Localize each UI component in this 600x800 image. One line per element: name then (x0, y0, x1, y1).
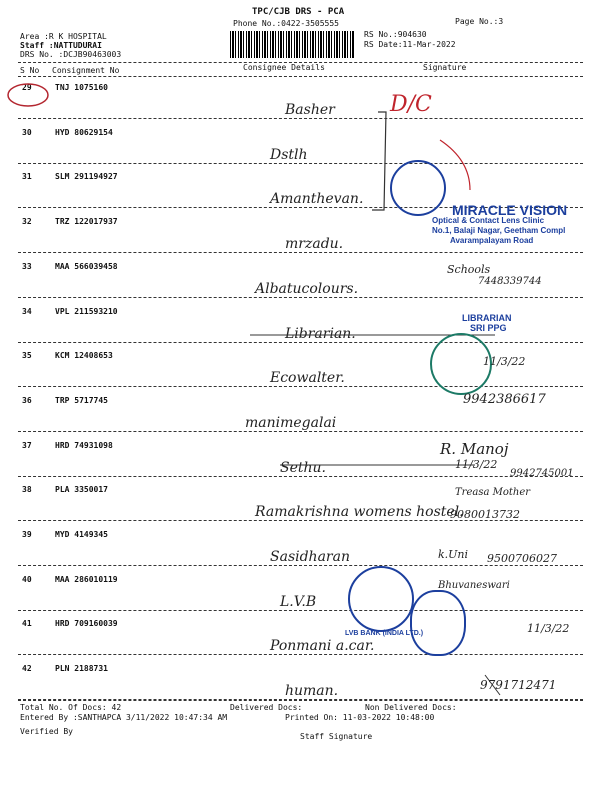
sri-ppg-stamp: SRI PPG (470, 323, 507, 333)
col-consignee: Consignee Details (243, 63, 325, 72)
row-sno: 34 (22, 306, 32, 316)
miracle-line2: No.1, Balaji Nagar, Geetham Compl (432, 226, 566, 235)
name-note-2: Treasa Mother (455, 487, 531, 498)
name-note-3: Bhuvaneswari (438, 580, 510, 591)
staff-label: Staff :NATTUDURAI (20, 41, 102, 50)
bracket-mark (372, 112, 386, 210)
row-sno: 37 (22, 440, 32, 450)
row-sno: 39 (22, 530, 32, 539)
row-consignment: MAA 286010119 (55, 574, 118, 584)
row-consignee-handwriting: Sethu. (280, 459, 326, 476)
row-consignee-handwriting: Albatucolours. (255, 280, 359, 297)
row-consignee-handwriting: Amanthevan. (270, 191, 364, 208)
phone-note-6: 9791712471 (480, 678, 557, 692)
row-consignee-handwriting: manimegalai (245, 414, 337, 431)
row-consignee-handwriting: Dstlh (270, 146, 308, 163)
col-signature: Signature (423, 63, 467, 72)
row-consignee-handwriting: Ponmani a.car. (270, 638, 375, 655)
rs-date: RS Date:11-Mar-2022 (364, 40, 456, 49)
col-sno: S No (20, 66, 40, 75)
staff-signature: Staff Signature (300, 732, 373, 741)
row-sno: 32 (22, 217, 32, 227)
non-delivered-docs: Non Delivered Docs: (365, 703, 457, 712)
row-consignee-handwriting: Sasidharan (270, 549, 350, 565)
printed-on: Printed On: 11-03-2022 10:48:00 (285, 713, 435, 722)
row-consignment: HRD 709160039 (55, 619, 118, 629)
row-consignment: KCM 12408653 (55, 351, 113, 361)
miracle-title: MIRACLE VISION (452, 202, 568, 218)
row-consignment: PLN 2188731 (55, 664, 108, 674)
row-consignment: TNJ 1075160 (55, 83, 108, 92)
row-sno: 38 (22, 485, 32, 495)
row-consignee-handwriting: Ramakrishna womens hostel. (255, 504, 464, 521)
phone-note-2: 9942386617 (463, 392, 546, 407)
miracle-line1: Optical & Contact Lens Clinic (432, 216, 545, 225)
name-note-1: R. Manoj (440, 440, 509, 458)
circle-mark (8, 84, 48, 106)
row-consignee-handwriting: Librarian. (285, 325, 356, 342)
phone-number: Phone No.:0422-3505555 (233, 19, 339, 28)
row-sno: 36 (22, 395, 32, 405)
page-number: Page No.:3 (455, 17, 504, 26)
row-consignee-handwriting: L.V.B (280, 593, 317, 610)
row-consignment: TRZ 122017937 (55, 217, 118, 227)
row-consignment: HYD 80629154 (55, 127, 113, 137)
date-note-3: 11/3/22 (527, 622, 570, 635)
row-consignment: SLM 291194927 (55, 172, 118, 182)
document-title: TPC/CJB DRS - PCA (252, 7, 345, 17)
librarian-stamp: LIBRARIAN (462, 313, 512, 323)
date-note-2: 11/3/22 (455, 458, 498, 471)
sig-note: k.Uni (438, 548, 469, 561)
row-sno: 40 (22, 574, 32, 584)
dc-mark: D/C (390, 92, 432, 117)
rs-number: RS No.:904630 (364, 30, 427, 39)
row-consignment: MAA 566039458 (55, 261, 118, 271)
date-note-1: 11/3/22 (483, 355, 526, 368)
row-sno: 30 (22, 127, 32, 137)
bank-stamp-text: LVB BANK (INDIA LTD.) (345, 630, 424, 637)
col-consignment: Consignment No (52, 66, 120, 75)
phone-note-1: 7448339744 (478, 276, 542, 287)
bank-stamp (348, 566, 414, 632)
total-docs: Total No. Of Docs: 42 (20, 703, 122, 712)
row-consignment: MYD 4149345 (55, 530, 108, 539)
agencies-stamp (390, 160, 446, 216)
row-sno: 33 (22, 261, 32, 271)
delivered-docs: Delivered Docs: (230, 703, 303, 712)
row-consignment: PLA 3350017 (55, 485, 108, 495)
row-sno: 35 (22, 351, 32, 361)
schools-note: Schools (447, 263, 491, 276)
phone-note-5: 9500706027 (487, 552, 557, 565)
row-consignee-handwriting: Ecowalter. (270, 370, 345, 387)
row-consignment: TRP 5717745 (55, 395, 108, 405)
phone-note-4: 9080013732 (450, 508, 520, 521)
miracle-line3: Avarampalayam Road (450, 236, 534, 245)
row-sno: 41 (22, 619, 32, 629)
verified-by: Verified By (20, 727, 73, 736)
area-label: Area :R K HOSPITAL (20, 32, 107, 41)
row-consignee-handwriting: mrzadu. (285, 236, 344, 253)
row-consignment: VPL 211593210 (55, 306, 118, 316)
co-stamp (410, 590, 466, 656)
row-consignee-handwriting: human. (285, 683, 339, 700)
row-consignee-handwriting: Basher (285, 102, 335, 118)
entered-by: Entered By :SANTHAPCA 3/11/2022 10:47:34 AM (20, 713, 228, 722)
row-sno: 29 (22, 83, 32, 92)
phone-note-3: 9942745001 (510, 468, 574, 479)
row-sno: 42 (22, 664, 32, 674)
row-consignment: HRD 74931098 (55, 440, 113, 450)
footer-rule (18, 700, 583, 701)
drs-number: DRS No. :DCJB90463003 (20, 50, 122, 59)
row-sno: 31 (22, 172, 32, 182)
